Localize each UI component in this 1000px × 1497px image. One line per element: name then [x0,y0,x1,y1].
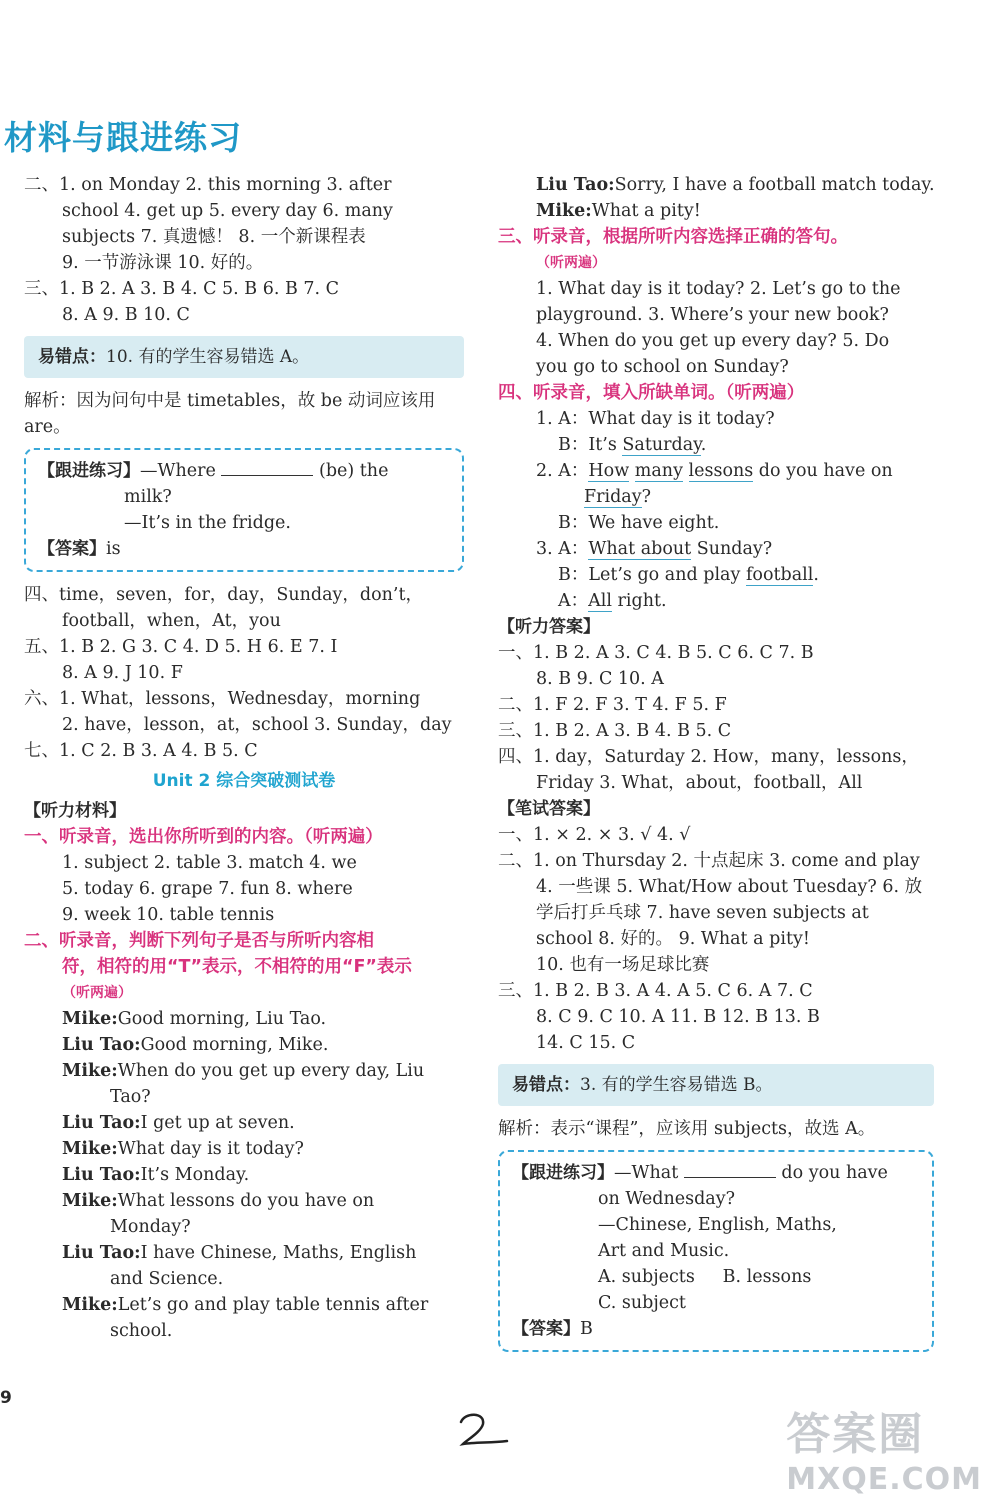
text-line: 二、1. on Thursday 2. 十点起床 3. come and play [498,851,920,871]
text-line: school 4. get up 5. every day 6. many [62,201,393,221]
text: B：Let’s go and play [558,565,746,585]
watermark-url: MXQE.COM [786,1462,982,1497]
question-2-note: （听两遍） [62,985,132,1001]
text-line: football，when，At，you [62,611,281,631]
text-line: are。 [24,417,71,437]
listening-answers-label: 【听力答案】 [498,617,600,637]
text-line: 10. 也有一场足球比赛 [536,955,710,975]
answers-section-6 [24,686,464,738]
filled-word: Friday [584,487,642,507]
dialog-line [24,1162,464,1188]
follow-up-practice-box [498,1150,934,1352]
text-line: 解析：因为问句中是 timetables，故 be 动词应该用 [24,391,436,411]
text-line: 9. 一节游泳课 10. 好的。 [62,253,264,273]
answers-section-3 [24,276,464,328]
speaker: Mike: [536,201,592,221]
dialog-line: school. [110,1321,173,1341]
text-line: B：We have eight. [558,513,720,533]
utterance: What a pity! [591,201,701,221]
text-line: 8. A 9. J 10. F [62,663,183,683]
dialog-line: Tao? [110,1087,151,1107]
text-line [498,562,934,588]
text: 3. A： [536,539,589,559]
text-line: 四、1. day，Saturday 2. How，many，lessons， [498,747,919,767]
filled-word: many [634,461,683,481]
text-line: 学后打乒乓球 7. have seven subjects at [536,903,869,923]
text-line: 2. have，lesson，at，school 3. Sunday，day [62,715,452,735]
answer-blank [221,475,313,476]
question-2-title: 符，相符的用“T”表示，不相符的用“F”表示 [62,957,412,977]
text-line [498,458,934,484]
text-line [38,536,450,562]
answers-section-4 [24,582,464,634]
text-line: 六、1. What，lessons，Wednesday，morning [24,689,421,709]
error-text: 3. 有的学生容易错选 B。 [580,1075,773,1095]
follow-up-practice-box [24,448,464,572]
text-line: 一、1. × 2. × 3. √ 4. √ [498,825,691,845]
dialog-line: Monday? [110,1217,191,1237]
text: Sunday? [691,539,773,559]
answers-section-7 [24,738,464,764]
utterance: What lessons do you have on [117,1191,375,1211]
dialog-line [498,172,934,198]
error-text: 10. 有的学生容易错选 A。 [106,347,310,367]
utterance: Good morning, Liu Tao. [117,1009,327,1029]
question-1-title: 一、听录音，选出你所听到的内容。（听两遍） [24,827,383,847]
text-line [512,1160,920,1186]
text-line: 8. C 9. C 10. A 11. B 12. B 13. B [536,1007,820,1027]
analysis [24,388,464,440]
filled-word: lessons [688,461,754,481]
common-error-box [24,336,464,378]
text: 2. A： [536,461,589,481]
text-line: 1. What day is it today? 2. Let’s go to the [536,279,901,299]
dialog-line [24,1006,464,1032]
right-column [498,172,934,1362]
follow-label: 【跟进练习】 [512,1163,614,1183]
text-line [498,536,934,562]
option-c: C. subject [598,1293,686,1313]
utterance: I have Chinese, Maths, English [140,1243,417,1263]
filled-word: All [588,591,612,611]
utterance: Good morning, Mike. [140,1035,329,1055]
text: . [813,565,819,585]
question-2-title: 二、听录音，判断下列句子是否与所听内容相 [24,931,374,951]
dialog-line [24,1292,464,1318]
left-column [24,172,464,1344]
page-number: 9 [0,1388,12,1408]
answer-text: is [106,539,121,559]
dialog-line [24,1058,464,1084]
text-line: 1. A：What day is it today? [536,409,775,429]
utterance: Let’s go and play table tennis after [117,1295,429,1315]
error-label: 易错点： [38,347,106,367]
dialog-line [498,198,934,224]
answers-section-5 [24,634,464,686]
speaker: Mike: [62,1009,118,1029]
question-text: —Where [140,461,216,481]
text: B：It’s [558,435,623,455]
text-line: milk? [124,487,172,507]
handwritten-2-mark [455,1410,515,1450]
text-line: 二、1. F 2. F 3. T 4. F 5. F [498,695,727,715]
text-line: playground. 3. Where’s your new book? [536,305,889,325]
follow-label: 【跟进练习】 [38,461,140,481]
utterance: I get up at seven. [140,1113,295,1133]
dialog-line: and Science. [110,1269,224,1289]
text-line: 9. week 10. table tennis [62,905,275,925]
text: right. [611,591,667,611]
watermark [786,1398,982,1497]
text-line: —It’s in the fridge. [124,513,291,533]
text: do you have on [753,461,893,481]
common-error-box [498,1064,934,1106]
filled-word: Saturday [622,435,701,455]
question-4-title: 四、听录音，填入所缺单词。（听两遍） [498,383,805,403]
text-line: 5. today 6. grape 7. fun 8. where [62,879,353,899]
text-line: 二、1. on Monday 2. this morning 3. after [24,175,392,195]
text: . [700,435,707,455]
text-line [498,432,934,458]
dialog-line [24,1032,464,1058]
listening-material-label: 【听力材料】 [24,801,126,821]
text-line: on Wednesday? [598,1189,736,1209]
speaker: Liu Tao: [62,1243,141,1263]
option-line [512,1264,920,1290]
speaker: Mike: [62,1191,118,1211]
question-text: —What [614,1163,679,1183]
text-line: 14. C 15. C [536,1033,636,1053]
text-line: Art and Music. [598,1241,730,1261]
text: A： [558,591,589,611]
filled-word: What about [588,539,692,559]
question-3-title: 三、听录音，根据所听内容选择正确的答句。 [498,227,848,247]
answer-blank [684,1177,776,1178]
text-line [498,484,934,510]
question-text: do you have [781,1163,888,1183]
speaker: Liu Tao: [536,175,615,195]
question-text: (be) the [319,461,389,481]
written-answers-label: 【笔试答案】 [498,799,600,819]
answer-label: 【答案】 [512,1319,580,1339]
utterance: What day is it today? [117,1139,304,1159]
text-line [498,588,934,614]
text-line: 七、1. C 2. B 3. A 4. B 5. C [24,741,258,761]
answer-text: B [580,1319,593,1339]
speaker: Liu Tao: [62,1113,141,1133]
utterance: Sorry, I have a football match today. [614,175,935,195]
text-line: you go to school on Sunday? [536,357,789,377]
text-line: 三、1. B 2. A 3. B 4. C 5. B 6. B 7. C [24,279,340,299]
filled-word: football [745,565,814,585]
dialog [24,1006,464,1344]
text-line: 一、1. B 2. A 3. C 4. B 5. C 6. C 7. B [498,643,814,663]
text-line [38,458,450,484]
watermark-logo: 答案圈 [786,1409,925,1460]
option-line [512,1290,920,1316]
question-3-note: （听两遍） [536,255,606,271]
page-header-title: 材料与跟进练习 [4,118,242,157]
answer-label: 【答案】 [38,539,106,559]
utterance: When do you get up every day, Liu [117,1061,425,1081]
speaker: Liu Tao: [62,1035,141,1055]
text-line: 三、1. B 2. A 3. B 4. B 5. C [498,721,732,741]
speaker: Mike: [62,1061,118,1081]
text: ? [641,487,652,507]
text-line: 五、1. B 2. G 3. C 4. D 5. H 6. E 7. I [24,637,338,657]
text-line: subjects 7. 真遗憾！ 8. 一个新课程表 [62,227,366,247]
error-label: 易错点： [512,1075,580,1095]
text-line: 四、time，seven，for，day，Sunday，don’t， [24,585,423,605]
answers-section-2 [24,172,464,276]
speaker: Mike: [62,1139,118,1159]
dialog-line [24,1240,464,1266]
filled-word: How [588,461,630,481]
text-line: school 8. 好的。 9. What a pity! [536,929,810,949]
option-a: A. subjects [598,1267,695,1287]
speaker: Mike: [62,1295,118,1315]
analysis: 解析：表示“课程”，应该用 subjects，故选 A。 [498,1119,876,1139]
text-line: 4. When do you get up every day? 5. Do [536,331,890,351]
text-line [512,1316,920,1342]
unit-heading: Unit 2 综合突破测试卷 [152,771,336,791]
dialog-line [24,1136,464,1162]
text-line: 8. A 9. B 10. C [62,305,190,325]
handwritten-mark [455,1410,515,1454]
speaker: Liu Tao: [62,1165,141,1185]
text-line: 三、1. B 2. B 3. A 4. A 5. C 6. A 7. C [498,981,813,1001]
option-b: B. lessons [722,1267,812,1287]
dialog-line [24,1110,464,1136]
text-line: Friday 3. What，about，football，All [536,773,863,793]
dialog-line [24,1188,464,1214]
text-line: 8. B 9. C 10. A [536,669,664,689]
text-line: 4. 一些课 5. What/How about Tuesday? 6. 放 [536,877,923,897]
text-line: 1. subject 2. table 3. match 4. we [62,853,357,873]
utterance: It’s Monday. [140,1165,250,1185]
text-line: —Chinese, English, Maths, [598,1215,837,1235]
